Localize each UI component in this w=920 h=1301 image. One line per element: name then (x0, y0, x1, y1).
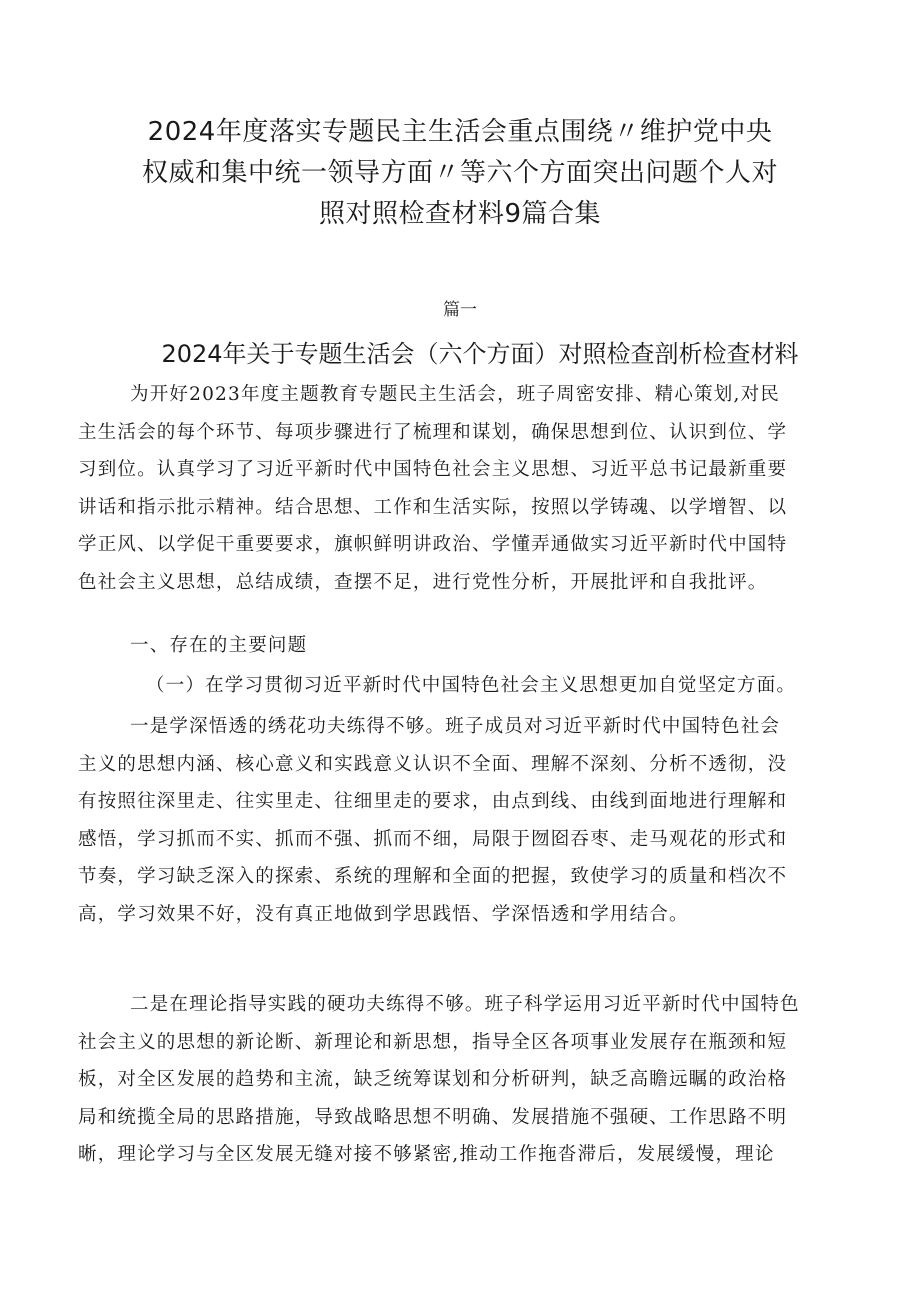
section-title: 2024年关于专题生活会（六个方面）对照检查剖析检查材料 (161, 340, 799, 368)
document-title (100, 112, 820, 235)
point-1-line-1: 一是学深悟透的绣花功夫练得不够。班子成员对习近平新时代中国特色社会 (130, 716, 781, 737)
point-2-paragraph (78, 986, 858, 1174)
intro-line-3: 习到位。认真学习了习近平新时代中国特色社会主义思想、习近平总书记最新重要 (78, 459, 788, 480)
intro-line-1: 为开好2023年度主题教育专题民主生活会，班子周密安排、精心策划,对民 (130, 384, 780, 405)
point-2-line-5: 晰，理论学习与全区发展无缝对接不够紧密,推动工作拖沓滞后，发展缓慢，理论 (78, 1144, 775, 1165)
point-2-line-4: 局和统揽全局的思路措施，导致战略思想不明确、发展措施不强硬、工作思路不明 (78, 1106, 788, 1128)
intro-line-4: 讲话和指示批示精神。结合思想、工作和生活实际，按照以学铸魂、以学增智、以 (78, 496, 788, 518)
intro-line-5: 学正风、以学促干重要要求，旗帜鲜明讲政治、学懂弄通做实习近平新时代中国特 (78, 534, 788, 555)
point-2-line-1: 二是在理论指导实践的硬功夫练得不够。班子科学运用习近平新时代中国特色 (130, 994, 800, 1015)
point-1-line-2: 主义的思想内涵、核心意义和实践意义认识不全面、理解不深刻、分析不透彻，没 (78, 753, 788, 775)
point-1-line-3: 有按照往深里走、往实里走、往细里走的要求，由点到线、由线到面地进行理解和 (78, 791, 788, 812)
intro-line-6: 色社会主义思想，总结成绩，查摆不足，进行党性分析，开展批评和自我批评。 (78, 571, 768, 593)
title-line-1: 2024年度落实专题民主生活会重点围绕〃维护党中央 (147, 117, 773, 147)
title-line-3: 照对照检查材料9篇合集 (318, 199, 602, 229)
subheading-1-paragraph (78, 667, 858, 705)
intro-line-2: 主生活会的每个环节、每项步骤进行了梳理和谋划，确保思想到位、认识到位、学 (78, 421, 788, 443)
intro-paragraph (78, 376, 858, 601)
point-1-paragraph (78, 708, 858, 933)
subheading-1: （一）在学习贯彻习近平新时代中国特色社会主义思想更加自觉坚定方面。 (146, 675, 797, 696)
title-line-2: 权威和集中统一领导方面〃等六个方面突出问题个人对 (141, 158, 778, 188)
heading-1-paragraph (78, 627, 858, 665)
point-2-line-2: 社会主义的思想的新论断、新理论和新思想，指导全区各项事业发展存在瓶颈和短 (78, 1031, 788, 1053)
point-1-line-4: 感悟，学习抓而不实、抓而不强、抓而不细，局限于囫囵吞枣、走马观花的形式和 (78, 828, 788, 850)
point-1-line-5: 节奏，学习缺乏深入的探索、系统的理解和全面的把握，致使学习的质量和档次不 (78, 866, 788, 887)
point-1-line-6: 高，学习效果不好，没有真正地做到学思践悟、学深悟透和学用结合。 (78, 903, 689, 925)
section-label: 篇一 (443, 300, 477, 320)
heading-1: 一、存在的主要问题 (130, 635, 308, 656)
point-2-line-3: 板，对全区发展的趋势和主流，缺乏统筹谋划和分析研判，缺乏高瞻远瞩的政治格 (78, 1069, 788, 1090)
